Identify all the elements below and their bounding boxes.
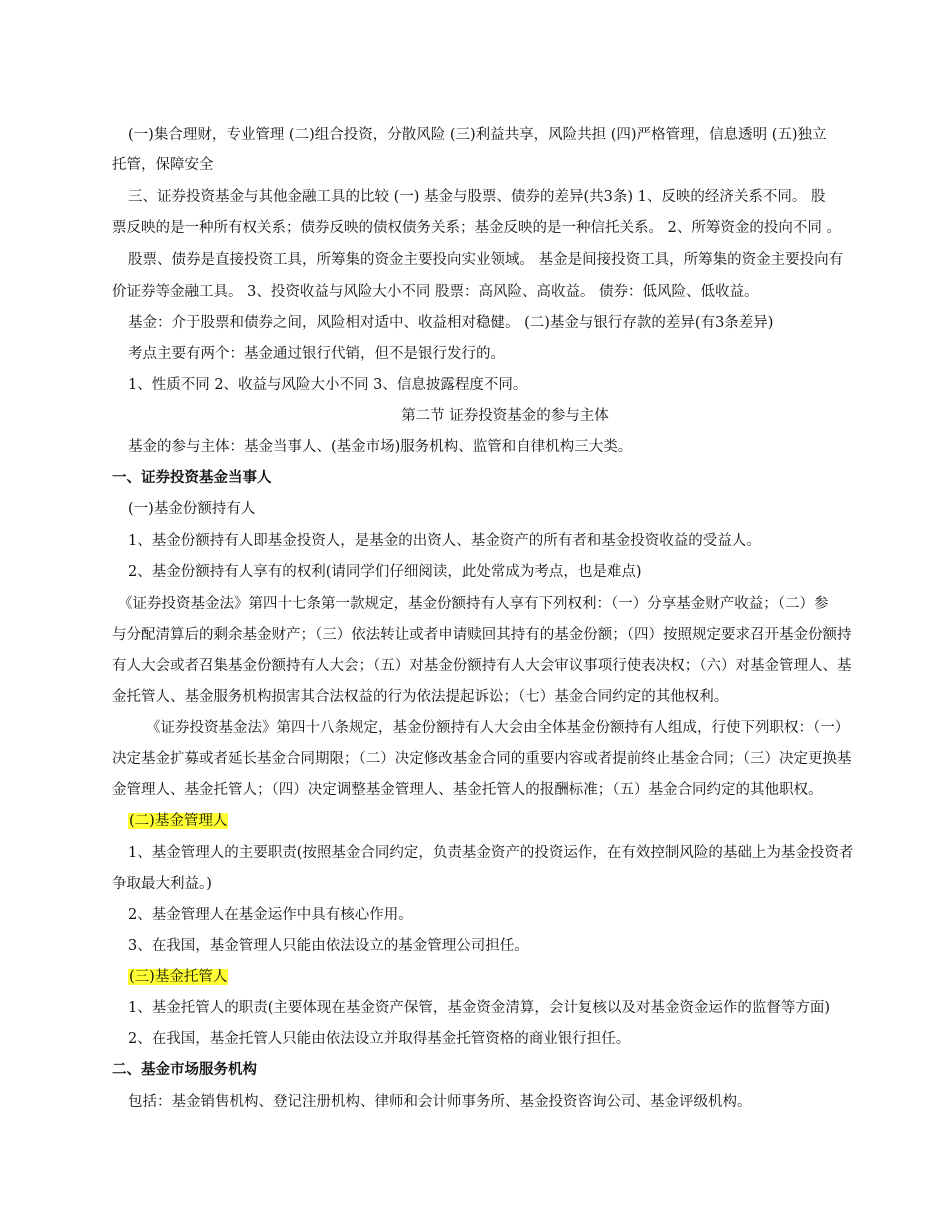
paragraph-line: 三、证券投资基金与其他金融工具的比较 (一) 基金与股票、债券的差异(共3条) 1、反映的经济关系不同。 股 <box>128 189 826 205</box>
paragraph-line: 基金的参与主体：基金当事人、(基金市场)服务机构、监管和自律机构三大类。 <box>128 439 633 455</box>
paragraph-line: 股票、债券是直接投资工具，所筹集的资金主要投向实业领域。 基金是间接投资工具，所筹集的资金主要投向有 <box>128 252 844 268</box>
paragraph-line: 金托管人、基金服务机构损害其合法权益的行为依法提起诉讼；（七）基金合同约定的其他权利。 <box>112 689 729 705</box>
paragraph-line: 争取最大利益。) <box>112 876 212 892</box>
paragraph-line: 2、在我国，基金托管人只能由依法设立并取得基金托管资格的商业银行担任。 <box>128 1031 631 1047</box>
paragraph-line: 2、基金管理人在基金运作中具有核心作用。 <box>128 907 413 923</box>
paragraph-line: 价证券等金融工具。 3、投资收益与风险大小不同 股票：高风险、高收益。 债券：低风险、低收益。 <box>112 284 759 300</box>
paragraph-line: 基金：介于股票和债券之间，风险相对适中、收益相对稳健。 (二)基金与银行存款的差异(有3条差异) <box>128 315 774 331</box>
paragraph-line: 包括：基金销售机构、登记注册机构、律师和会计师事务所、基金投资咨询公司、基金评级机构。 <box>128 1094 752 1110</box>
paragraph-line: 有人大会或者召集基金份额持有人大会；（五）对基金份额持有人大会审议事项行使表决权；（六）对基金管理人、基 <box>112 658 852 674</box>
section-title: 第二节 证券投资基金的参与主体 <box>401 408 609 424</box>
paragraph-line: 2、基金份额持有人享有的权利(请同学们仔细阅读，此处常成为考点，也是难点) <box>128 564 642 580</box>
highlighted-heading: (二)基金管理人 <box>129 813 228 829</box>
paragraph-line: 3、在我国，基金管理人只能由依法设立的基金管理公司担任。 <box>128 938 529 954</box>
paragraph-line: 托管，保障安全 <box>112 157 214 173</box>
paragraph-line: 《证券投资基金法》第四十七条第一款规定，基金份额持有人享有下列权利：（一）分享基金财产收益；（二）参 <box>118 596 829 612</box>
heading-level-1: 一、证券投资基金当事人 <box>112 470 272 486</box>
highlighted-heading: (三)基金托管人 <box>129 969 228 985</box>
paragraph-line: 考点主要有两个：基金通过银行代销，但不是银行发行的。 <box>128 346 505 362</box>
heading-level-2 <box>128 811 912 831</box>
paragraph-line: 票反映的是一种所有权关系；债券反映的债权债务关系；基金反映的是一种信托关系。 2、所筹资金的投向不同 。 <box>112 220 841 236</box>
heading-level-2 <box>128 967 912 987</box>
paragraph-line: 决定基金扩募或者延长基金合同期限；（二）决定修改基金合同的重要内容或者提前终止基金合同；（三）决定更换基 <box>112 751 852 767</box>
paragraph-line: 1、基金份额持有人即基金投资人，是基金的出资人、基金资产的所有者和基金投资收益的受益人。 <box>128 533 761 549</box>
paragraph-line: 《证券投资基金法》第四十八条规定，基金份额持有人大会由全体基金份额持有人组成，行使下列职权：（一） <box>146 720 850 736</box>
paragraph-line: (一)集合理财，专业管理 (二)组合投资，分散风险 (三)利益共享，风险共担 (四)严格管理，信息透明 (五)独立 <box>128 127 827 143</box>
paragraph-line: 1、基金管理人的主要职责(按照基金合同约定，负责基金资产的投资运作，在有效控制风险的基础上为基金投资者 <box>128 845 854 861</box>
paragraph-line: 金管理人、基金托管人；（四）决定调整基金管理人、基金托管人的报酬标准；（五）基金合同约定的其他职权。 <box>112 782 823 798</box>
heading-level-2: (一)基金份额持有人 <box>128 501 256 517</box>
paragraph-line: 1、基金托管人的职责(主要体现在基金资产保管，基金资金清算，会计复核以及对基金资金运作的监督等方面) <box>128 1000 831 1016</box>
heading-level-1: 二、基金市场服务机构 <box>112 1062 257 1078</box>
paragraph-line: 与分配清算后的剩余基金财产；（三）依法转让或者申请赎回其持有的基金份额；（四）按照规定要求召开基金份额持 <box>112 627 852 643</box>
paragraph-line: 1、性质不同 2、收益与风险大小不同 3、信息披露程度不同。 <box>128 377 528 393</box>
